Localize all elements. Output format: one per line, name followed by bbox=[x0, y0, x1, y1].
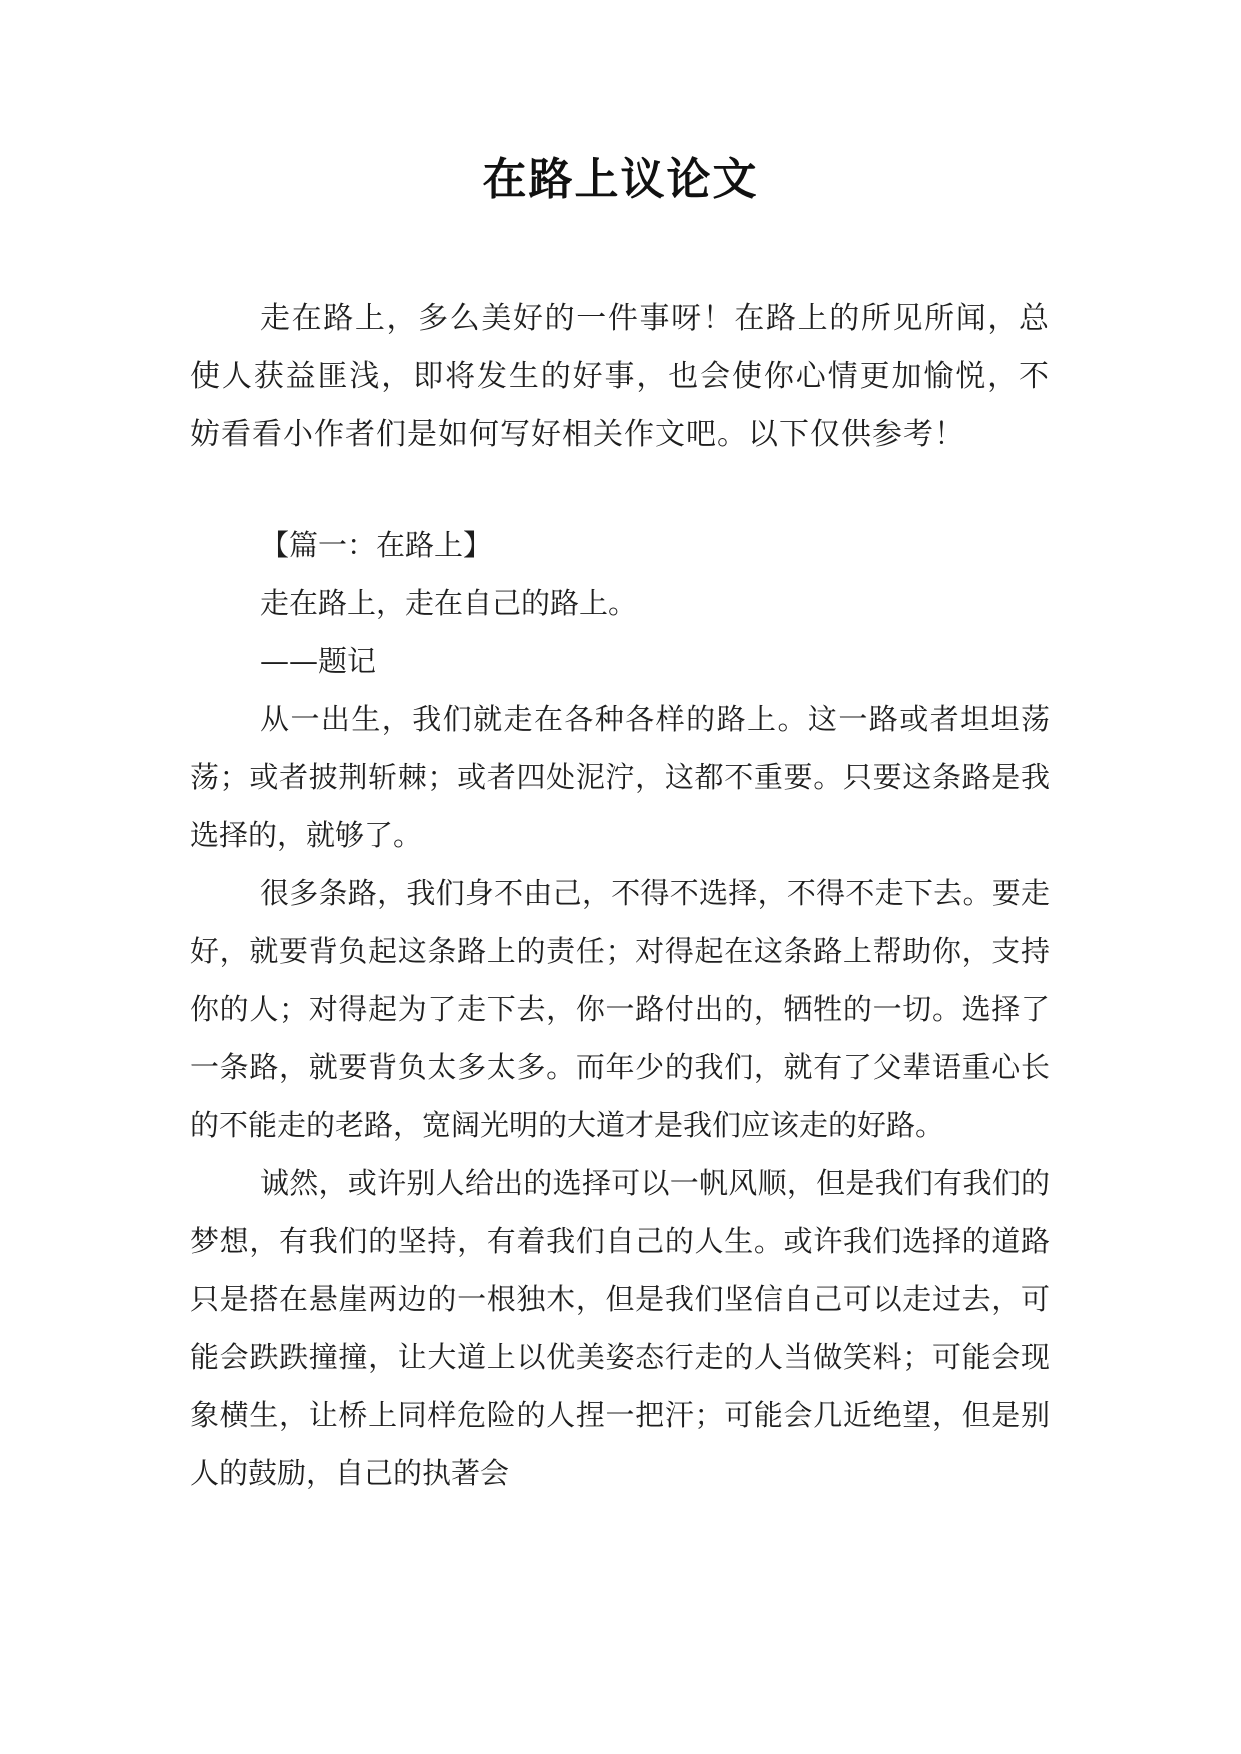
section-heading: 【篇一：在路上】 bbox=[260, 528, 493, 562]
document-body bbox=[190, 290, 1050, 1502]
body-paragraph-2: 很多条路，我们身不由己，不得不选择，不得不走下去。要走好，就要背负起这条路上的责任；对得起在这条路上帮助你，支持你的人；对得起为了走下去，你一路付出的，牺牲的一切。选择了一条路，就要背负太多太多。而年少的我们，就有了父辈语重心长的不能走的老路，宽阔光明的大道才是我们应该走的好路。 bbox=[190, 876, 1050, 1142]
body-paragraph-3: 诚然，或许别人给出的选择可以一帆风顺，但是我们有我们的梦想，有我们的坚持，有着我们自己的人生。或许我们选择的道路只是搭在悬崖两边的一根独木，但是我们坚信自己可以走过去，可能会跌跌撞撞，让大道上以优美姿态行走的人当做笑料；可能会现象横生，让桥上同样危险的人捏一把汗；可能会几近绝望，但是别人的鼓励，自己的执著会 bbox=[190, 1166, 1050, 1490]
epigraph: 走在路上，走在自己的路上。 bbox=[260, 586, 638, 620]
epigraph-source: ——题记 bbox=[260, 644, 377, 678]
document-title: 在路上议论文 bbox=[482, 154, 759, 205]
section-spacer bbox=[190, 464, 1050, 516]
intro-paragraph: 走在路上，多么美好的一件事呀！在路上的所见所闻，总使人获益匪浅，即将发生的好事，也会使你心情更加愉悦，不妨看看小作者们是如何写好相关作文吧。以下仅供参考！ bbox=[190, 301, 1050, 452]
body-paragraph-1: 从一出生，我们就走在各种各样的路上。这一路或者坦坦荡荡；或者披荆斩棘；或者四处泥泞，这都不重要。只要这条路是我选择的，就够了。 bbox=[190, 702, 1050, 852]
